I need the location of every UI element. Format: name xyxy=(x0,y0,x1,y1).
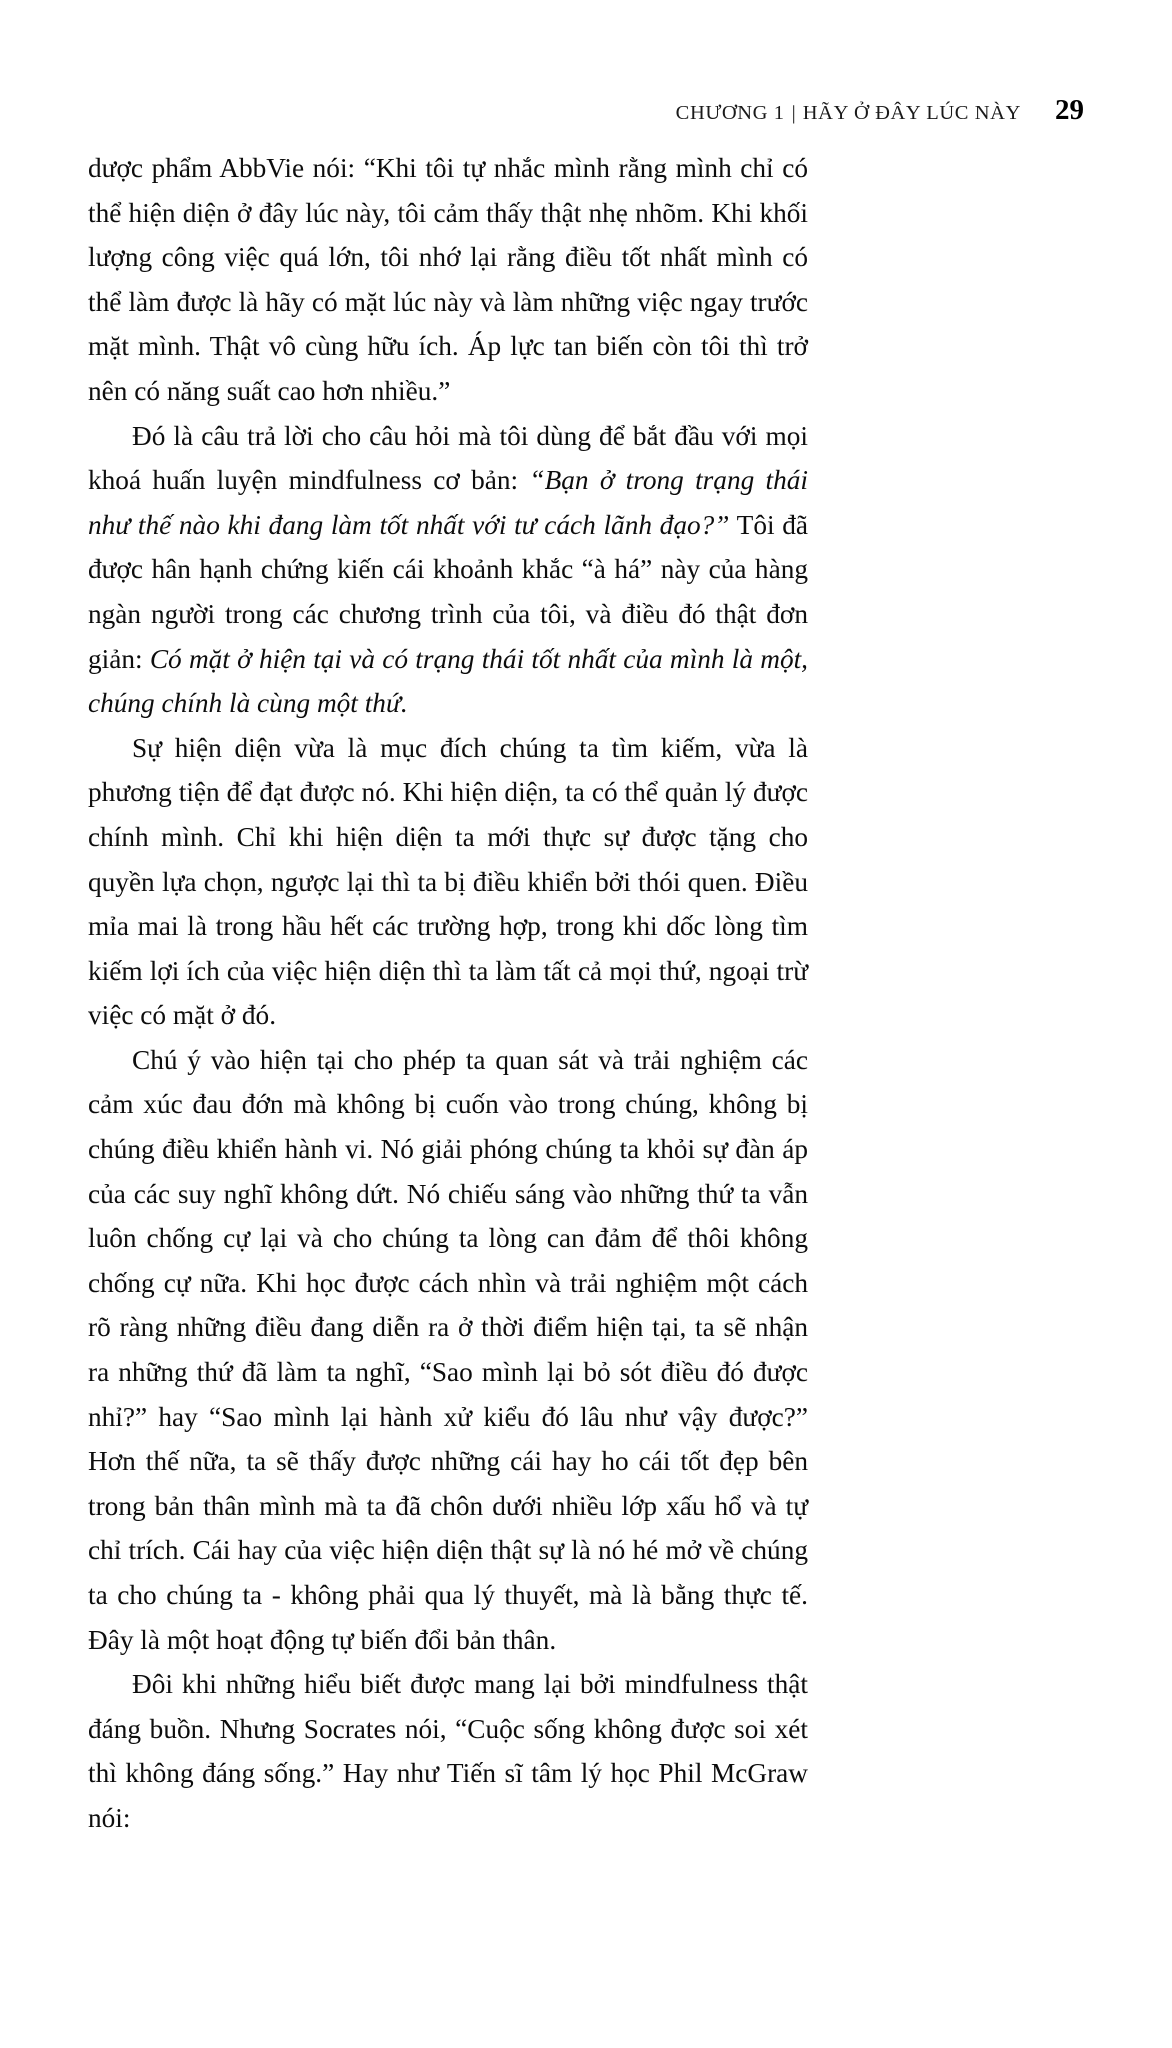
paragraph xyxy=(88,414,808,726)
paragraph xyxy=(88,1662,808,1840)
emphasis-text: “Bạn ở trong trạng thái như thế nào khi đang làm tốt nhất với tư cách lãnh đạo?” xyxy=(88,465,808,540)
emphasis-text: Có mặt ở hiện tại và có trạng thái tốt nhất của mình là một, chúng chính là cùng một thứ. xyxy=(88,643,808,719)
body-text: Đó là câu trả lời cho câu hỏi mà tôi dùng để bắt đầu với mọi khoá huấn luyện mindfulness cơ bản: xyxy=(88,420,808,496)
running-head-title: HÃY Ở ĐÂY LÚC NÀY xyxy=(802,102,1021,124)
page-number: 29 xyxy=(1055,94,1084,126)
body-text-block xyxy=(88,146,808,1841)
body-text: Sự hiện diện vừa là mục đích chúng ta tìm kiếm, vừa là phương tiện để đạt được nó. Khi hiện diện, ta có thể quản lý được chính mình. Chỉ khi hiện diện ta mới thực sự được tặng cho quyền lựa chọn, ngược lại thì ta bị điều khiển bởi thói quen. Điều mỉa mai là trong hầu hết các trường hợp, trong khi dốc lòng tìm kiếm lợi ích của việc hiện diện thì ta làm tất cả mọi thứ, ngoại trừ việc có mặt ở đó. xyxy=(88,732,808,1031)
running-head-separator: | xyxy=(791,102,796,124)
running-head-chapter: CHƯƠNG 1 xyxy=(675,102,785,124)
paragraph xyxy=(88,726,808,1038)
body-text: dược phẩm AbbVie nói: “Khi tôi tự nhắc mình rằng mình chỉ có thể hiện diện ở đây lúc này, tôi cảm thấy thật nhẹ nhõm. Khi khối lượng công việc quá lớn, tôi nhớ lại rằng điều tốt nhất mình có thể làm được là hãy có mặt lúc này và làm những việc ngay trước mặt mình. Thật vô cùng hữu ích. Áp lực tan biến còn tôi thì trở nên có năng suất cao hơn nhiều.” xyxy=(88,153,808,406)
running-head xyxy=(88,96,1084,130)
body-text: Chú ý vào hiện tại cho phép ta quan sát và trải nghiệm các cảm xúc đau đớn mà không bị cuốn vào trong chúng, không bị chúng điều khiển hành vi. Nó giải phóng chúng ta khỏi sự đàn áp của các suy nghĩ không dứt. Nó chiếu sáng vào những thứ ta vẫn luôn chống cự lại và cho chúng ta lòng can đảm để thôi không chống cự nữa. Khi học được cách nhìn và trải nghiệm một cách rõ ràng những điều đang diễn ra ở thời điểm hiện tại, ta sẽ nhận ra những thứ đã làm ta nghĩ, “Sao mình lại bỏ sót điều đó được nhỉ?” hay “Sao mình lại hành xử kiểu đó lâu như vậy được?” Hơn thế nữa, ta sẽ thấy được những cái hay ho cái tốt đẹp bên trong bản thân mình mà ta đã chôn dưới nhiều lớp xấu hổ và tự chỉ trích. Cái hay của việc hiện diện thật sự là nó hé mở về chúng ta cho chúng ta - không phải qua lý thuyết, mà là bằng thực tế. Đây là một hoạt động tự biến đổi bản thân. xyxy=(88,1044,808,1655)
body-text: Tôi đã được hân hạnh chứng kiến cái khoảnh khắc “à há” này của hàng ngàn người trong các chương trình của tôi, và điều đó thật đơn giản: xyxy=(88,509,808,674)
body-text: Đôi khi những hiểu biết được mang lại bởi mindfulness thật đáng buồn. Nhưng Socrates nói, “Cuộc sống không được soi xét thì không đáng sống.” Hay như Tiến sĩ tâm lý học Phil McGraw nói: xyxy=(88,1669,808,1833)
paragraph xyxy=(88,146,808,414)
paragraph xyxy=(88,1038,808,1662)
